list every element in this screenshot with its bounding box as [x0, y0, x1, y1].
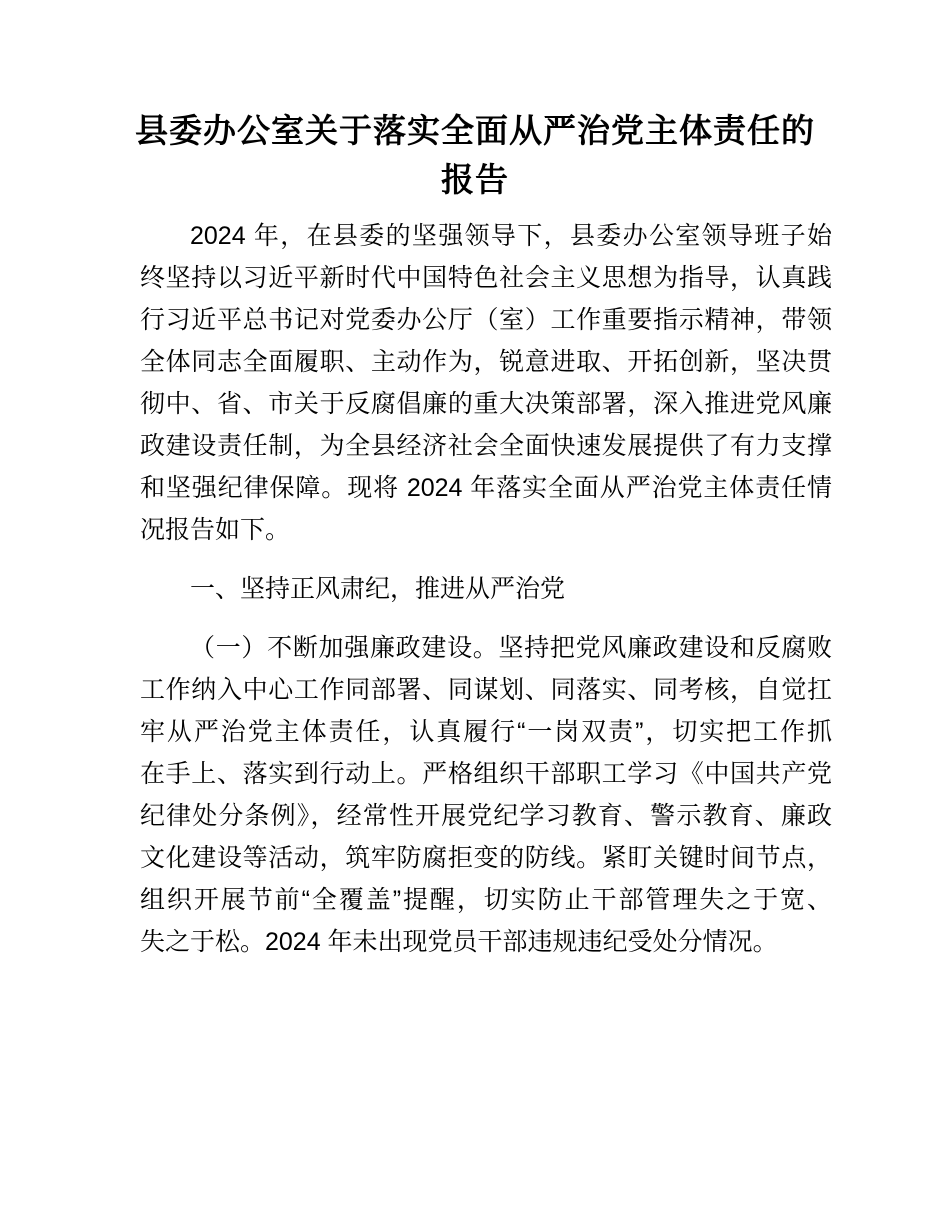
text-line: 失之于松。2024 年未出现党员干部违规违纪受处分情况。 — [140, 928, 778, 956]
text-line: 和坚强纪律保障。现将 2024 年落实全面从严治党主体责任情 — [140, 474, 832, 502]
text-line: 文化建设等活动，筑牢防腐拒变的防线。紧盯关键时间节点， — [140, 844, 832, 872]
paragraph-2 — [140, 627, 832, 963]
text-line: 终坚持以习近平新时代中国特色社会主义思想为指导，认真践 — [140, 264, 832, 292]
text-line: 工作纳入中心工作同部署、同谋划、同落实、同考核，自觉扛 — [140, 676, 832, 704]
text-line: 2024 年，在县委的坚强领导下，县委办公室领导班子始 — [190, 222, 832, 250]
text-line: 牢从严治党主体责任，认真履行“一岗双责”，切实把工作抓 — [140, 718, 832, 746]
text-line: 彻中、省、市关于反腐倡廉的重大决策部署，深入推进党风廉 — [140, 390, 832, 418]
text-line: 纪律处分条例》，经常性开展党纪学习教育、警示教育、廉政 — [140, 802, 832, 830]
section-heading: 一、坚持正风肃纪，推进从严治党 — [190, 575, 566, 603]
text-line: 况报告如下。 — [140, 516, 291, 544]
section-1 — [140, 568, 832, 610]
document-title — [0, 106, 950, 204]
text-line: 全体同志全面履职、主动作为，锐意进取、开拓创新，坚决贯 — [140, 348, 832, 376]
text-line: （一）不断加强廉政建设。坚持把党风廉政建设和反腐败 — [190, 634, 832, 662]
text-line: 组织开展节前“全覆盖”提醒，切实防止干部管理失之于宽、 — [140, 886, 832, 914]
text-line: 政建设责任制，为全县经济社会全面快速发展提供了有力支撑 — [140, 432, 832, 460]
document-title-line-2: 报告 — [441, 161, 509, 198]
document-title-line-1: 县委办公室关于落实全面从严治党主体责任的 — [135, 112, 815, 149]
text-line: 行习近平总书记对党委办公厅（室）工作重要指示精神，带领 — [140, 306, 832, 334]
text-line: 在手上、落实到行动上。严格组织干部职工学习《中国共产党 — [140, 760, 832, 788]
document-body — [140, 215, 832, 963]
paragraph-1 — [140, 215, 832, 551]
